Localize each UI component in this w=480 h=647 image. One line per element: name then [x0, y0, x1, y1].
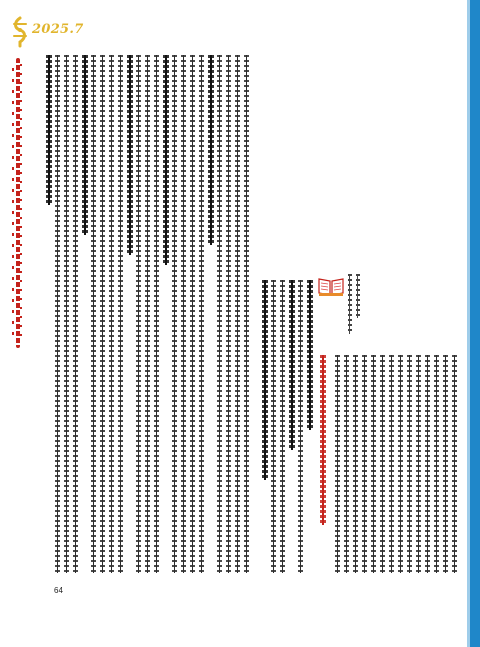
issue-year: 2025.7 — [32, 22, 84, 37]
text-column — [371, 355, 376, 573]
text-column — [407, 355, 412, 573]
text-column — [199, 55, 204, 573]
book-caption-column — [356, 274, 360, 318]
text-column — [434, 355, 439, 573]
text-column — [280, 280, 285, 573]
text-column — [145, 55, 150, 573]
text-column — [344, 355, 349, 573]
text-column-heading — [289, 280, 294, 450]
text-column — [244, 55, 249, 573]
text-column — [398, 355, 403, 573]
open-book-icon — [318, 275, 344, 297]
section-heading-red — [320, 355, 325, 525]
mongolian-script-logo-icon — [8, 16, 32, 48]
article-title-vertical — [8, 58, 30, 348]
text-column — [181, 55, 186, 573]
text-column — [362, 355, 367, 573]
text-column — [416, 355, 421, 573]
text-column — [172, 55, 177, 573]
text-column — [64, 55, 69, 573]
text-column — [73, 55, 78, 573]
page-number: 64 — [54, 586, 63, 595]
text-column — [55, 55, 60, 573]
text-column — [425, 355, 430, 573]
text-column-heading — [127, 55, 132, 255]
text-column-heading — [262, 280, 267, 480]
text-column — [353, 355, 358, 573]
text-column — [100, 55, 105, 573]
text-column-heading — [307, 280, 312, 430]
text-column — [91, 55, 96, 573]
book-caption-column — [348, 274, 352, 334]
text-column — [298, 280, 303, 573]
text-column — [235, 55, 240, 573]
text-column — [217, 55, 222, 573]
text-column-heading — [163, 55, 168, 265]
text-column — [389, 355, 394, 573]
text-column-heading — [208, 55, 213, 245]
text-column-heading — [46, 55, 51, 205]
text-column — [118, 55, 123, 573]
text-column-heading — [82, 55, 87, 235]
text-column — [271, 280, 276, 573]
text-column — [136, 55, 141, 573]
text-column — [443, 355, 448, 573]
text-column — [154, 55, 159, 573]
text-column — [335, 355, 340, 573]
text-column — [452, 355, 457, 573]
text-column — [380, 355, 385, 573]
page-edge-stripe — [470, 0, 480, 647]
text-column — [226, 55, 231, 573]
text-column — [109, 55, 114, 573]
text-column — [190, 55, 195, 573]
